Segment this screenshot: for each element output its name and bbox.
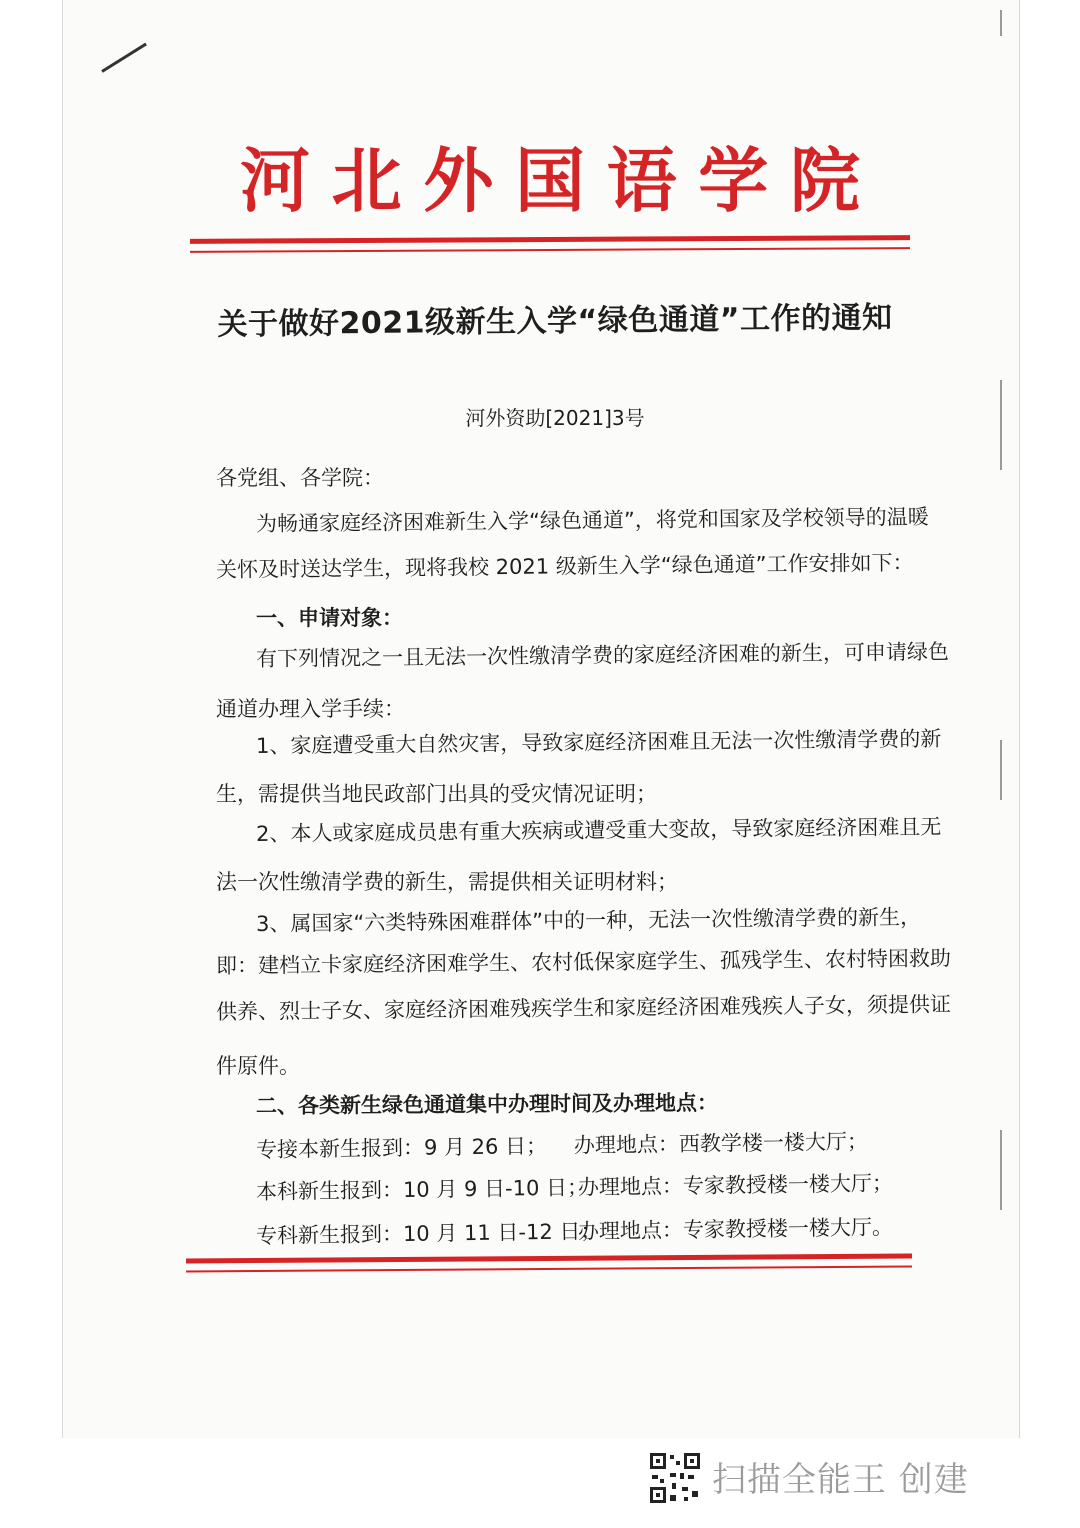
schedule-registration: 专接本新生报到：9 月 26 日； (255, 1133, 548, 1162)
masthead-title (240, 130, 860, 220)
margin-line (1000, 10, 1002, 36)
masthead-char: 学 (698, 138, 769, 222)
body-line: 供养、烈士子女、家庭经济困难残疾学生和家庭经济困难残疾人子女，须提供证 (215, 992, 952, 1024)
body-line: 生，需提供当地民政部门出具的受灾情况证明； (216, 782, 657, 806)
qr-code-icon (648, 1451, 702, 1505)
body-line: 3、属国家“六类特殊困难群体”中的一种，无法一次性缴清学费的新生， (255, 905, 922, 936)
masthead-char: 北 (331, 138, 402, 222)
masthead-char: 河 (240, 138, 310, 222)
body-line: 2、本人或家庭成员患有重大疾病或遭受重大变故，导致家庭经济困难且无 (255, 814, 942, 846)
schedule-registration: 专科新生报到：10 月 11 日-12 日； (255, 1219, 602, 1248)
body-line: 即：建档立卡家庭经济困难学生、农村低保家庭学生、孤残学生、农村特困救助 (215, 946, 952, 978)
scanner-watermark: 扫描全能王 创建 (712, 1460, 969, 1500)
schedule-location: 办理地点：专家教授楼一楼大厅。 (577, 1215, 894, 1244)
margin-line (1000, 380, 1002, 470)
body-line: 通道办理入学手续： (216, 697, 405, 721)
margin-line (1000, 1130, 1002, 1210)
masthead-char: 国 (514, 138, 585, 222)
body-line: 有下列情况之一且无法一次性缴清学费的家庭经济困难的新生，可申请绿色 (255, 639, 950, 671)
schedule-location: 办理地点：西教学楼一楼大厅； (573, 1129, 869, 1158)
salutation: 各党组、各学院： (216, 466, 384, 490)
body-line: 关怀及时送达学生，现将我校 2021 级新生入学“绿色通道”工作安排如下： (215, 550, 914, 582)
section-heading: 二、各类新生绿色通道集中办理时间及办理地点： (255, 1090, 719, 1118)
document-number: 河外资助[2021]3号 (465, 406, 645, 430)
body-line: 法一次性缴清学费的新生，需提供相关证明材料； (216, 870, 678, 894)
masthead-char: 院 (789, 138, 860, 222)
body-line: 1、家庭遭受重大自然灾害，导致家庭经济困难且无法一次性缴清学费的新 (255, 726, 942, 758)
document-title: 关于做好2021级新生入学“绿色通道”工作的通知 (217, 300, 893, 343)
margin-line (1000, 740, 1002, 800)
body-line: 为畅通家庭经济困难新生入学“绿色通道”，将党和国家及学校领导的温暖 (255, 504, 929, 536)
schedule-location: 办理地点：专家教授楼一楼大厅； (577, 1171, 894, 1200)
masthead-char: 外 (423, 138, 494, 222)
masthead-char: 语 (606, 138, 677, 222)
section-heading: 一、申请对象： (256, 606, 403, 630)
schedule-registration: 本科新生报到：10 月 9 日-10 日； (255, 1175, 589, 1204)
body-line: 件原件。 (216, 1054, 300, 1078)
